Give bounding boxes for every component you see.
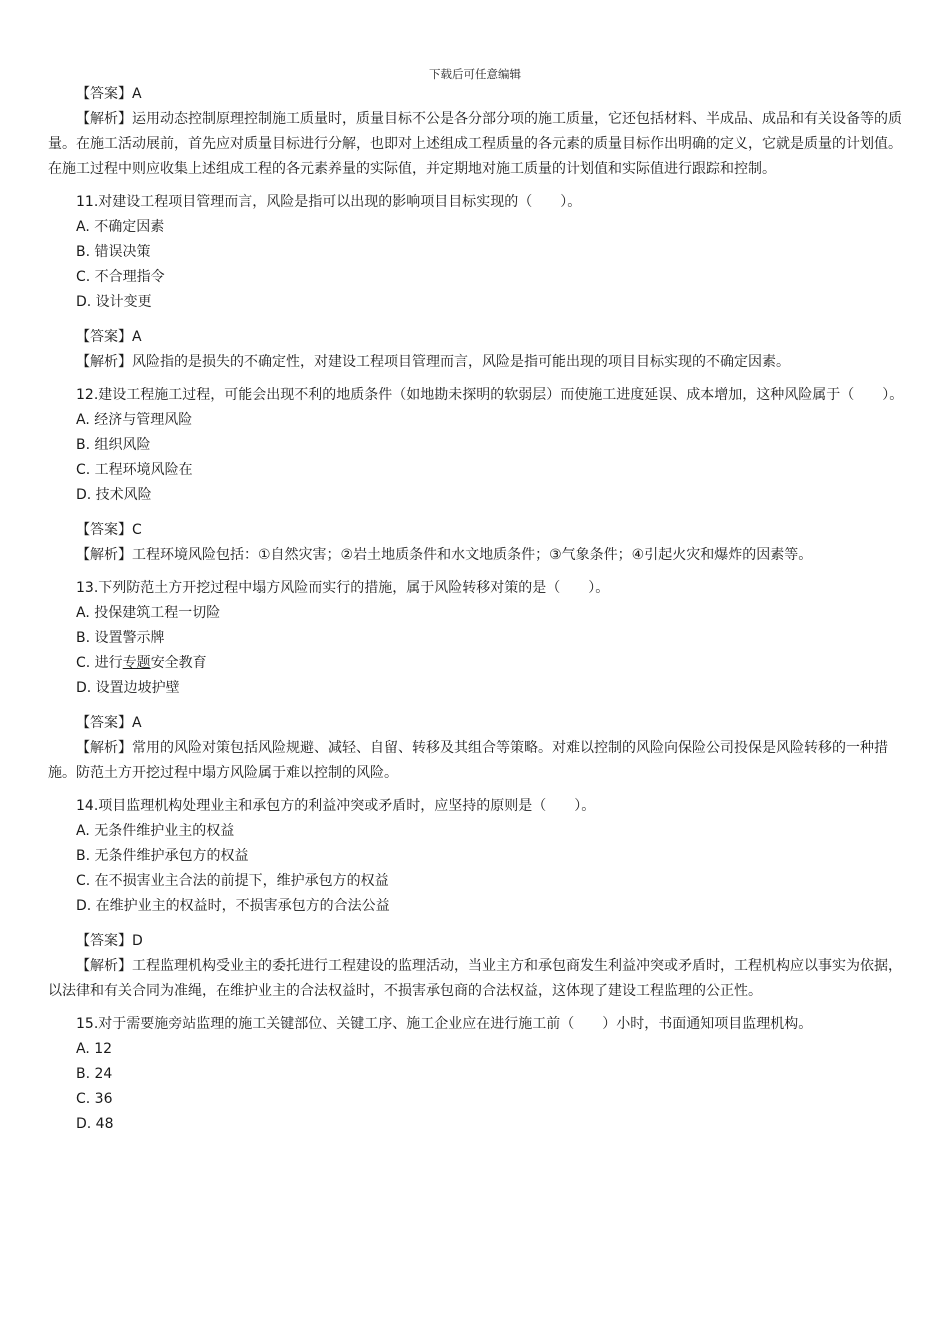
explanation-paragraph: 【解析】风险指的是损失的不确定性，对建设工程项目管理而言，风险是指可能出现的项目目标实现的不确定因素。: [76, 354, 790, 370]
explanation-paragraph: 【解析】工程环境风险包括：①自然灾害；②岩土地质条件和水文地质条件；③气象条件；④引起火灾和爆炸的因素等。: [76, 547, 813, 563]
option-d: D. 设置边坡护壁: [76, 680, 180, 696]
option-a: A. 12: [76, 1041, 113, 1057]
underlined-word: 专题: [122, 655, 151, 671]
explanation-paragraph: 【解析】工程监理机构受业主的委托进行工程建设的监理活动，当业主方和承包商发生利益冲突或矛盾时，工程机构应以事实为依据，以法律和有关合同为准绳，在维护业主的合法权益时，不损害承包商的合法权益，这体现了建设工程监理的公正性。: [48, 958, 902, 999]
question-15: 15.对于需要施旁站监理的施工关键部位、关键工序、施工企业应在进行施工前（ ）小时，书面通知项目监理机构。: [76, 1016, 813, 1032]
option-c: C. 在不损害业主合法的前提下，维护承包方的权益: [76, 873, 389, 889]
option-a: A. 无条件维护业主的权益: [76, 823, 235, 839]
option-c: [48, 651, 906, 676]
option-c-suffix: 安全教育: [150, 655, 207, 671]
answer-line: 【答案】A: [76, 329, 142, 345]
option-c: C. 不合理指令: [76, 269, 165, 285]
question-12: 12.建设工程施工过程，可能会出现不利的地质条件（如地勘未探明的软弱层）而使施工进度延误、成本增加，这种风险属于（ ）。: [76, 387, 904, 403]
answer-line: 【答案】A: [76, 715, 142, 731]
question-13: 13.下列防范土方开挖过程中塌方风险而实行的措施，属于风险转移对策的是（ ）。: [76, 580, 610, 596]
option-d: D. 在维护业主的权益时，不损害承包方的合法公益: [76, 898, 390, 914]
page-header: 下载后可任意编辑: [429, 67, 521, 81]
option-a: A. 经济与管理风险: [76, 412, 193, 428]
option-c-prefix: C. 进行: [76, 655, 123, 671]
option-c: C. 36: [76, 1091, 113, 1107]
option-b: B. 设置警示牌: [76, 630, 165, 646]
option-b: B. 无条件维护承包方的权益: [76, 848, 249, 864]
option-a: A. 投保建筑工程一切险: [76, 605, 221, 621]
option-b: B. 组织风险: [76, 437, 151, 453]
explanation-paragraph: 【解析】常用的风险对策包括风险规避、减轻、自留、转移及其组合等策略。对难以控制的风险向保险公司投保是风险转移的一种措施。防范土方开挖过程中塌方风险属于难以控制的风险。: [48, 740, 888, 781]
option-d: D. 48: [76, 1116, 114, 1132]
option-c: C. 工程环境风险在: [76, 462, 193, 478]
answer-line: 【答案】D: [76, 933, 143, 949]
option-a: A. 不确定因素: [76, 219, 165, 235]
option-d: D. 技术风险: [76, 487, 152, 503]
question-14: 14.项目监理机构处理业主和承包方的利益冲突或矛盾时，应坚持的原则是（ ）。: [76, 798, 596, 814]
question-11: 11.对建设工程项目管理而言，风险是指可以出现的影响项目目标实现的（ ）。: [76, 194, 582, 210]
option-d: D. 设计变更: [76, 294, 152, 310]
document-body: [48, 82, 906, 1137]
option-b: B. 错误决策: [76, 244, 151, 260]
answer-line: 【答案】C: [76, 522, 142, 538]
answer-line: 【答案】A: [76, 86, 142, 102]
option-b: B. 24: [76, 1066, 113, 1082]
explanation-paragraph: 【解析】运用动态控制原理控制施工质量时，质量目标不公是各分部分项的施工质量，它还包括材料、半成品、成品和有关设备等的质量。在施工活动展前，首先应对质量目标进行分解，也即对上述组成工程质量的各元素的质量目标作出明确的定义，它就是质量的计划值。在施工过程中则应收集上述组成工程的各元素养量的实际值，并定期地对施工质量的计划值和实际值进行跟踪和控制。: [48, 111, 902, 177]
